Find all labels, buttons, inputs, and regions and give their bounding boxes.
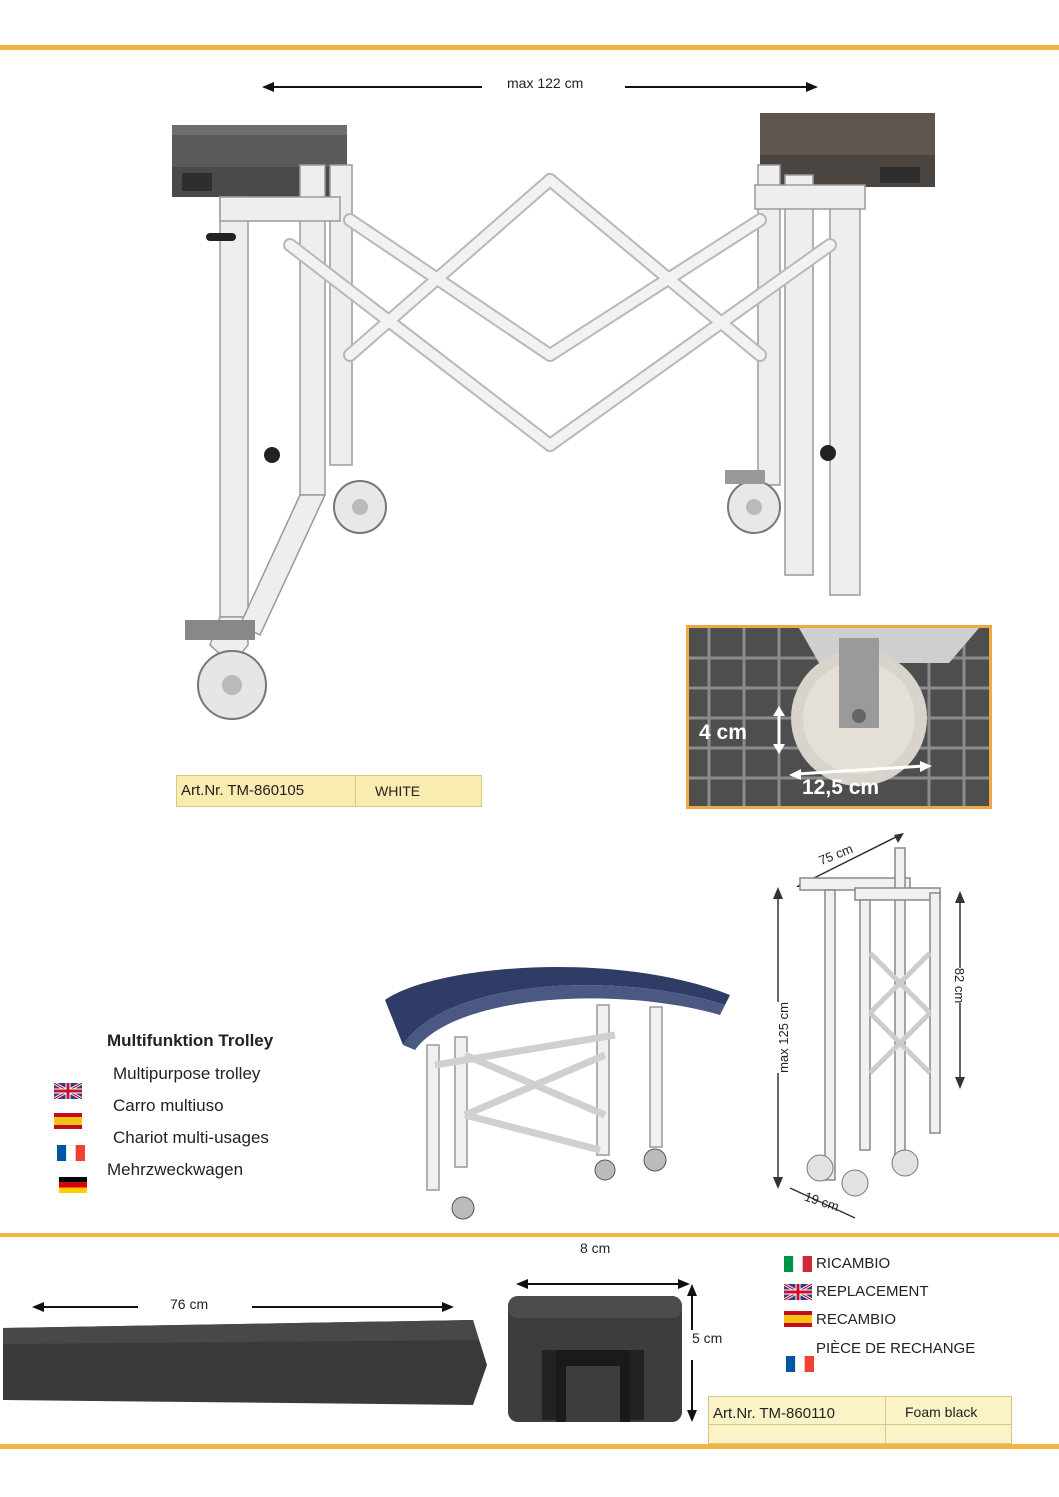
product-title: Multifunktion Trolley	[107, 1031, 274, 1050]
article-color: Foam black	[905, 1404, 978, 1420]
foam-width-arrow	[514, 1276, 694, 1292]
caster-detail-photo	[686, 625, 992, 809]
top-divider	[0, 45, 1059, 50]
translation-french: Chariot multi-usages	[113, 1128, 269, 1147]
germany-flag-icon	[59, 1177, 87, 1193]
replacement-spanish: RECAMBIO	[816, 1311, 897, 1328]
foam-height-arrow	[684, 1282, 700, 1424]
width-dimension-label: max 122 cm	[507, 75, 584, 91]
spain-flag-icon	[54, 1113, 82, 1129]
spain-flag-icon	[784, 1311, 812, 1327]
article-number: Art.Nr. TM-860105	[181, 782, 305, 799]
article-color: WHITE	[375, 783, 421, 799]
replacement-italian: RICAMBIO	[816, 1255, 891, 1272]
article-number: Art.Nr. TM-860110	[713, 1405, 835, 1422]
uk-flag-icon	[784, 1284, 812, 1300]
caster-width-label: 12,5 cm	[802, 776, 880, 799]
italy-flag-icon	[784, 1256, 812, 1272]
middle-divider	[0, 1233, 1059, 1237]
trolley-with-bumper-photo	[375, 945, 757, 1230]
foam-profile-image	[508, 1296, 684, 1424]
article-number-box-white	[176, 775, 482, 807]
france-flag-icon	[786, 1356, 814, 1372]
foam-bar-image	[3, 1320, 490, 1405]
folded-thickness-label: 19 cm	[802, 1188, 841, 1215]
article-number-box-foam	[708, 1396, 1012, 1444]
replacement-english: REPLACEMENT	[816, 1283, 929, 1300]
folded-inner-height-label: 82 cm	[952, 967, 968, 1004]
uk-flag-icon	[54, 1083, 82, 1099]
france-flag-icon	[57, 1145, 85, 1161]
replacement-french: PIÈCE DE RECHANGE	[816, 1340, 976, 1357]
foam-length-arrow	[30, 1297, 460, 1317]
folded-height-label: max 125 cm	[775, 1002, 791, 1073]
translation-german: Mehrzweckwagen	[107, 1160, 244, 1179]
foam-height-label: 5 cm	[692, 1330, 723, 1346]
bottom-divider	[0, 1444, 1059, 1449]
folded-depth-label: 75 cm	[816, 840, 855, 869]
translation-english: Multipurpose trolley	[113, 1064, 261, 1083]
foam-width-label: 8 cm	[580, 1240, 611, 1256]
translation-spanish: Carro multiuso	[113, 1096, 224, 1115]
foam-length-label: 76 cm	[170, 1296, 209, 1312]
folded-trolley-photo	[760, 833, 993, 1223]
caster-height-label: 4 cm	[699, 721, 747, 744]
